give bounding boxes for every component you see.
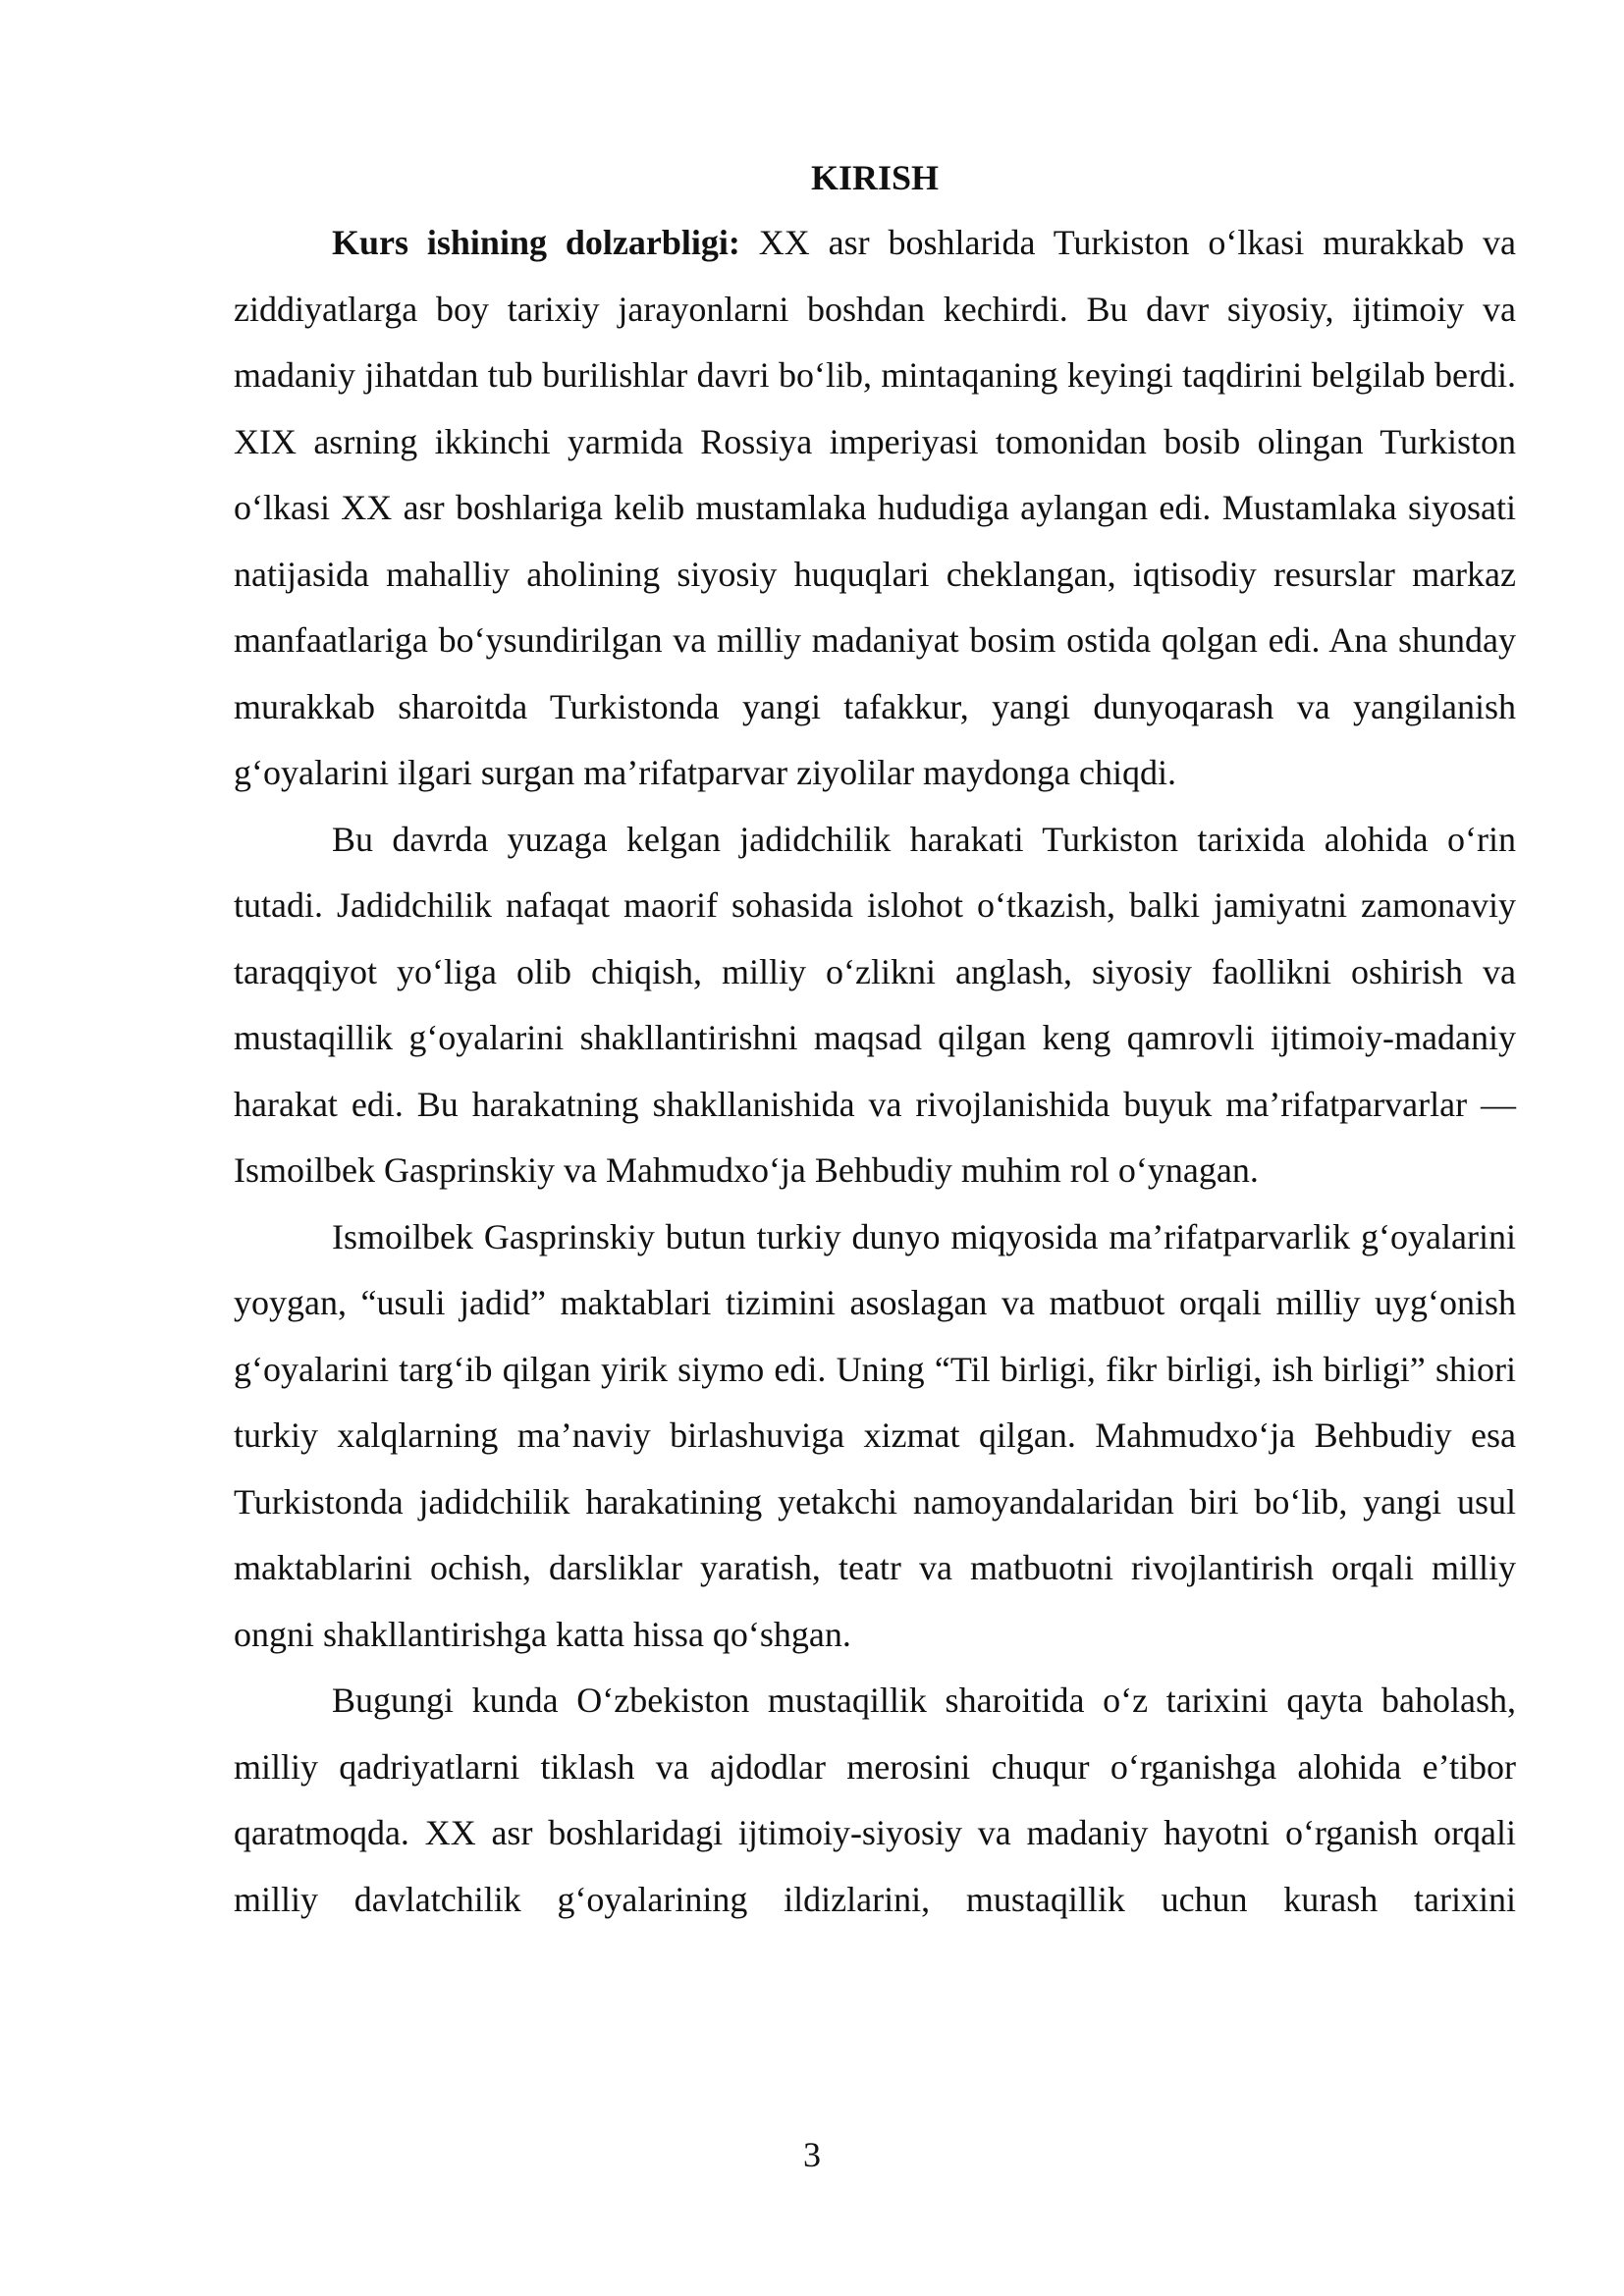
- document-page: [234, 145, 1516, 1933]
- paragraph-jadidism: [234, 807, 1516, 1204]
- section-title: KIRISH: [810, 158, 940, 197]
- paragraph-today: [234, 1668, 1516, 1933]
- paragraph-text: Bu davrda yuzaga kelgan jadidchilik harakati Turkiston tarixida alohida o‘rin tutadi. Jadidchilik nafaqat maorif sohasida islohot o‘tkazish, balki jamiyatni zamonaviy taraqqiyot yo‘liga olib chiqish, milliy o‘zlikni anglash, siyosiy faollikni oshirish va mustaqillik g‘oyalarini shakllantirishni maqsad qilgan keng qamrovli ijtimoiy-madaniy harakat edi. Bu harakatning shakllanishida va rivojlanishida buyuk ma’rifatparvarlar — Ismoilbek Gasprinskiy va Mahmudxo‘ja Behbudiy muhim rol o‘ynagan.: [234, 819, 1516, 1190]
- paragraph-relevance: [234, 210, 1516, 807]
- paragraph-text: Bugungi kunda O‘zbekiston mustaqillik sharoitida o‘z tarixini qayta baholash, milliy qadriyatlarni tiklash va ajdodlar merosini chuqur o‘rganishga alohida e’tibor qaratmoqda. XX asr boshlaridagi ijtimoiy-siyosiy va madaniy hayotni o‘rganish orqali milliy davlatchilik g‘oyalarining ildizlarini, mustaqillik uchun kurash tarixini: [234, 1681, 1516, 1919]
- page-number: 3: [803, 2135, 821, 2174]
- paragraph-gasprinskiy-behbudiy: [234, 1204, 1516, 1669]
- paragraph-text: Ismoilbek Gasprinskiy butun turkiy dunyo miqyosida ma’rifatparvarlik g‘oyalarini yoygan, “usuli jadid” maktablari tizimini asoslagan va matbuot orqali milliy uyg‘onish g‘oyalarini targ‘ib qilgan yirik siymo edi. Uning “Til birligi, fikr birligi, ish birligi” shiori turkiy xalqlarning ma’naviy birlashuviga xizmat qilgan. Mahmudxo‘ja Behbudiy esa Turkistonda jadidchilik harakatining yetakchi namoyandalaridan biri bo‘lib, yangi usul maktablarini ochish, darsliklar yaratish, teatr va matbuotni rivojlantirish orqali milliy ongni shakllantirishga katta hissa qo‘shgan.: [234, 1216, 1516, 1654]
- paragraph-lead-bold: Kurs ishining dolzarbligi:: [332, 223, 740, 262]
- paragraph-text: XX asr boshlarida Turkiston o‘lkasi murakkab va ziddiyatlarga boy tarixiy jarayonlarni boshdan kechirdi. Bu davr siyosiy, ijtimoiy va madaniy jihatdan tub burilishlar davri bo‘lib, mintaqaning keyingi taqdirini belgilab berdi. XIX asrning ikkinchi yarmida Rossiya imperiyasi tomonidan bosib olingan Turkiston o‘lkasi XX asr boshlariga kelib mustamlaka hududiga aylangan edi. Mustamlaka siyosati natijasida mahalliy aholining siyosiy huquqlari cheklangan, iqtisodiy resurslar markaz manfaatlariga bo‘ysundirilgan va milliy madaniyat bosim ostida qolgan edi. Ana shunday murakkab sharoitda Turkistonda yangi tafakkur, yangi dunyoqarash va yangilanish g‘oyalarini ilgari surgan ma’rifatparvar ziyolilar maydonga chiqdi.: [234, 223, 1516, 792]
